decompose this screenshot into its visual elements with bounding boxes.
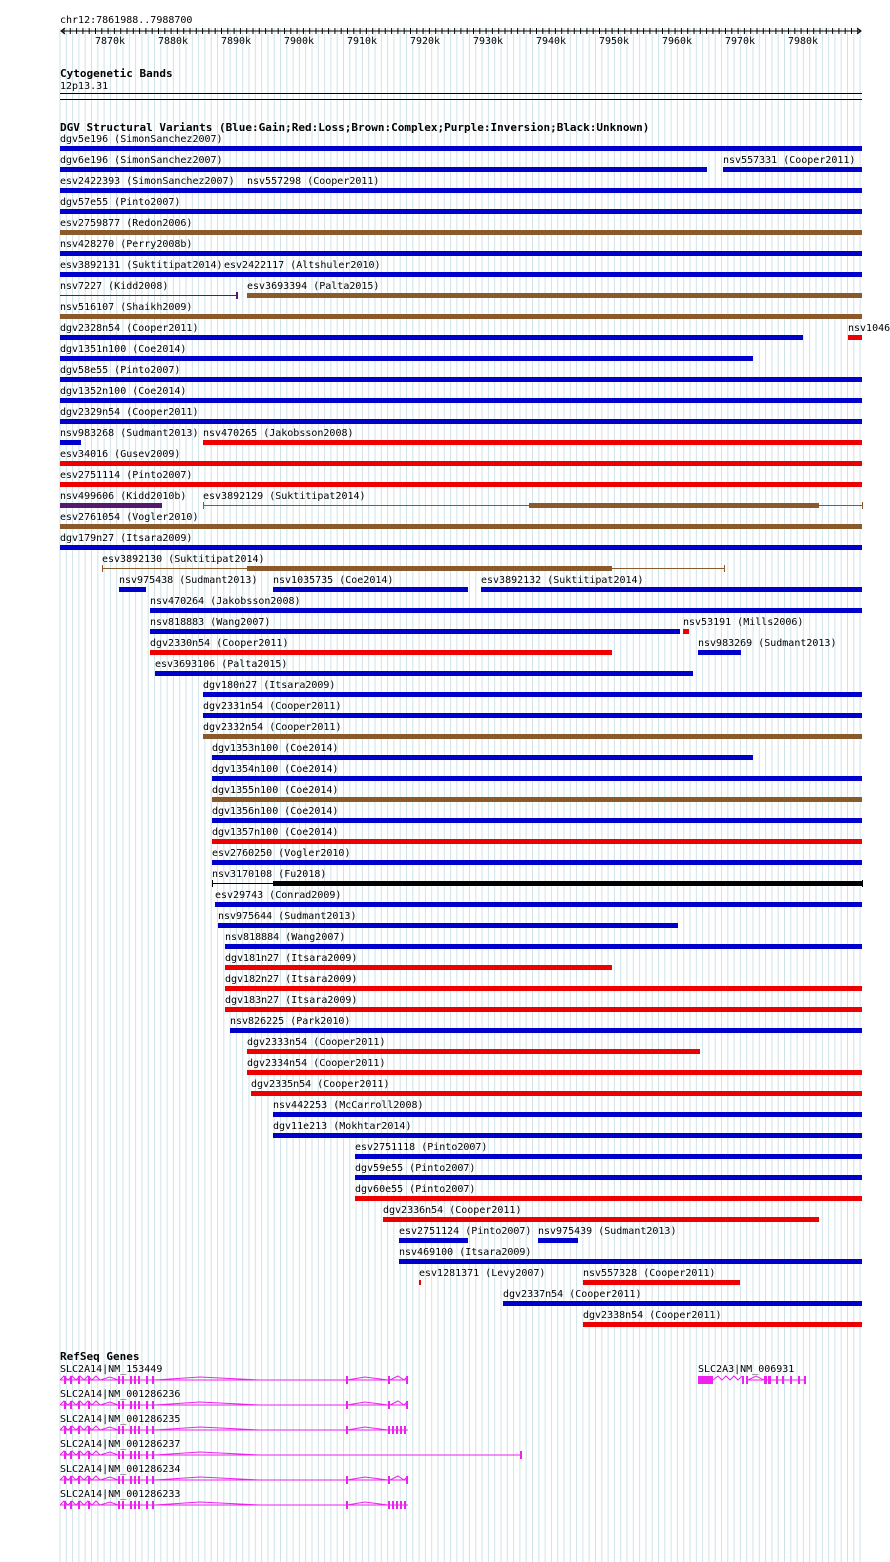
variant-bar[interactable] (225, 1007, 862, 1012)
variant-bar[interactable] (399, 1259, 862, 1264)
variant-label[interactable]: dgv2328n54 (Cooper2011) (60, 323, 199, 334)
gene-label[interactable]: SLC2A14|NM_001286233 (60, 1489, 181, 1500)
ruler-tick-label: 7890k (220, 36, 252, 47)
gene-label[interactable]: SLC2A14|NM_001286236 (60, 1389, 181, 1400)
variant-bar-end (236, 292, 238, 299)
variant-label[interactable]: nsv7227 (Kidd2008) (60, 281, 169, 292)
variant-label[interactable]: nsv557331 (Cooper2011) (723, 155, 856, 166)
variant-label[interactable]: dgv2338n54 (Cooper2011) (583, 1310, 722, 1321)
variant-bar[interactable] (419, 1280, 421, 1285)
variant-label[interactable]: dgv2337n54 (Cooper2011) (503, 1289, 642, 1300)
ruler-tick-label: 7920k (409, 36, 441, 47)
variant-bar[interactable] (150, 608, 862, 613)
variant-bar[interactable] (60, 377, 862, 382)
variant-bar[interactable] (355, 1196, 862, 1201)
variant-label[interactable]: dgv58e55 (Pinto2007) (60, 365, 181, 376)
variant-bar[interactable] (503, 1301, 862, 1306)
variant-range-tick (102, 565, 103, 572)
variant-bar[interactable] (683, 629, 689, 634)
variant-bar[interactable] (215, 902, 862, 907)
variant-bar[interactable] (247, 566, 612, 571)
variant-label[interactable]: dgv6e196 (SimonSanchez2007) (60, 155, 223, 166)
variant-label[interactable]: dgv181n27 (Itsara2009) (225, 953, 358, 964)
variant-label[interactable]: nsv442253 (McCarroll2008) (273, 1100, 424, 1111)
variant-bar[interactable] (538, 1238, 578, 1243)
variant-bar[interactable] (119, 587, 146, 592)
variant-label[interactable]: dgv2336n54 (Cooper2011) (383, 1205, 522, 1216)
variant-bar[interactable] (481, 587, 862, 592)
variant-label[interactable]: dgv2331n54 (Cooper2011) (203, 701, 342, 712)
gene-model[interactable] (698, 1373, 812, 1387)
variant-label[interactable]: dgv179n27 (Itsara2009) (60, 533, 193, 544)
variant-bar[interactable] (273, 1133, 862, 1138)
variant-bar[interactable] (247, 188, 862, 193)
variant-label[interactable]: dgv2334n54 (Cooper2011) (247, 1058, 386, 1069)
variant-label[interactable]: dgv1354n100 (Coe2014) (212, 764, 339, 775)
gene-label[interactable]: SLC2A3|NM_006931 (698, 1364, 795, 1375)
variant-bar[interactable] (212, 797, 862, 802)
variant-label[interactable]: nsv469100 (Itsara2009) (399, 1247, 532, 1258)
variant-bar[interactable] (273, 587, 468, 592)
variant-range-tick (724, 565, 725, 572)
variant-bar[interactable] (150, 650, 612, 655)
variant-label[interactable]: esv3892132 (Suktitipat2014) (481, 575, 644, 586)
variant-label[interactable]: nsv1035735 (Coe2014) (273, 575, 394, 586)
variant-bar[interactable] (60, 251, 862, 256)
ruler-tick-label: 7910k (346, 36, 378, 47)
variant-label[interactable]: dgv180n27 (Itsara2009) (203, 680, 336, 691)
variant-bar[interactable] (230, 1028, 862, 1033)
variant-bar[interactable] (60, 295, 236, 296)
variant-label[interactable]: dgv57e55 (Pinto2007) (60, 197, 181, 208)
variant-label[interactable]: esv2759877 (Redon2006) (60, 218, 193, 229)
variant-bar[interactable] (273, 1112, 862, 1117)
variant-label[interactable]: nsv975438 (Sudmant2013) (119, 575, 258, 586)
variant-bar[interactable] (529, 503, 819, 508)
ruler-tick-label: 7960k (661, 36, 693, 47)
gene-model[interactable] (60, 1448, 528, 1462)
variant-bar[interactable] (218, 923, 678, 928)
variant-label[interactable]: dgv183n27 (Itsara2009) (225, 995, 358, 1006)
variant-label[interactable]: nsv975439 (Sudmant2013) (538, 1226, 677, 1237)
variant-bar[interactable] (203, 713, 862, 718)
variant-label[interactable]: esv3693394 (Palta2015) (247, 281, 380, 292)
variant-label[interactable]: esv1281371 (Levy2007) (419, 1268, 546, 1279)
variant-label[interactable]: esv2751118 (Pinto2007) (355, 1142, 488, 1153)
variant-bar[interactable] (60, 314, 862, 319)
variant-bar[interactable] (60, 482, 862, 487)
variant-label[interactable]: dgv1357n100 (Coe2014) (212, 827, 339, 838)
variant-range-tick (203, 502, 204, 509)
variant-label[interactable]: dgv1356n100 (Coe2014) (212, 806, 339, 817)
variant-label[interactable]: nsv975644 (Sudmant2013) (218, 911, 357, 922)
variant-bar[interactable] (224, 272, 862, 277)
variant-label[interactable]: esv2422393 (SimonSanchez2007) (60, 176, 235, 187)
variant-bar[interactable] (212, 776, 862, 781)
variant-bar[interactable] (155, 671, 693, 676)
variant-bar[interactable] (60, 440, 81, 445)
variant-label[interactable]: dgv60e55 (Pinto2007) (355, 1184, 476, 1195)
variant-label[interactable]: esv2751114 (Pinto2007) (60, 470, 193, 481)
ruler-tick-label: 7970k (724, 36, 756, 47)
variant-bar[interactable] (355, 1175, 862, 1180)
variant-bar[interactable] (247, 293, 862, 298)
variant-bar[interactable] (150, 629, 680, 634)
variant-label[interactable]: nsv557328 (Cooper2011) (583, 1268, 716, 1279)
variant-bar[interactable] (225, 986, 862, 991)
variant-bar[interactable] (225, 944, 862, 949)
variant-label[interactable]: dgv2333n54 (Cooper2011) (247, 1037, 386, 1048)
variant-bar[interactable] (203, 692, 862, 697)
ruler-tick-label: 7950k (598, 36, 630, 47)
ruler-tick-label: 7940k (535, 36, 567, 47)
variant-range-tick (862, 502, 863, 509)
variant-bar[interactable] (60, 230, 862, 235)
variant-label[interactable]: nsv428270 (Perry2008b) (60, 239, 193, 250)
variant-label[interactable]: dgv5e196 (SimonSanchez2007) (60, 134, 223, 145)
variant-label[interactable]: nsv557298 (Cooper2011) (247, 176, 380, 187)
variant-bar[interactable] (583, 1280, 740, 1285)
gene-label[interactable]: SLC2A14|NM_153449 (60, 1364, 163, 1375)
variant-bar[interactable] (60, 335, 803, 340)
variant-label[interactable]: esv3892131 (Suktitipat2014) (60, 260, 223, 271)
variant-bar[interactable] (60, 524, 862, 529)
variant-label[interactable]: esv3892130 (Suktitipat2014) (102, 554, 265, 565)
gene-label[interactable]: SLC2A14|NM_001286235 (60, 1414, 181, 1425)
variant-bar[interactable] (399, 1238, 468, 1243)
variant-bar[interactable] (212, 755, 753, 760)
variant-label[interactable]: nsv1046 (848, 323, 890, 334)
variant-label[interactable]: nsv499606 (Kidd2010b) (60, 491, 187, 502)
region-label: chr12:7861988..7988700 (60, 15, 193, 26)
variant-label[interactable]: nsv818883 (Wang2007) (150, 617, 271, 628)
ruler-tick-label: 7900k (283, 36, 315, 47)
variant-label[interactable]: nsv53191 (Mills2006) (683, 617, 804, 628)
variant-label[interactable]: nsv3170108 (Fu2018) (212, 869, 327, 880)
variant-bar[interactable] (60, 356, 753, 361)
variant-bar[interactable] (383, 1217, 819, 1222)
gene-model[interactable] (60, 1423, 414, 1437)
variant-label[interactable]: dgv11e213 (Mokhtar2014) (273, 1121, 412, 1132)
variant-label[interactable]: dgv1355n100 (Coe2014) (212, 785, 339, 796)
variant-bar[interactable] (225, 965, 612, 970)
gene-model[interactable] (60, 1373, 414, 1387)
variant-bar[interactable] (60, 545, 862, 550)
variant-label[interactable]: esv29743 (Conrad2009) (215, 890, 342, 901)
variant-bar[interactable] (60, 398, 862, 403)
variant-label[interactable]: esv3892129 (Suktitipat2014) (203, 491, 366, 502)
variant-label[interactable]: nsv470265 (Jakobsson2008) (203, 428, 354, 439)
variant-bar[interactable] (355, 1154, 862, 1159)
gene-model[interactable] (60, 1473, 414, 1487)
variant-bar[interactable] (60, 209, 862, 214)
variant-bar[interactable] (60, 146, 862, 151)
variant-label[interactable]: dgv2330n54 (Cooper2011) (150, 638, 289, 649)
gene-label[interactable]: SLC2A14|NM_001286237 (60, 1439, 181, 1450)
variant-label[interactable]: nsv470264 (Jakobsson2008) (150, 596, 301, 607)
variant-label[interactable]: nsv983268 (Sudmant2013) (60, 428, 199, 439)
variant-label[interactable]: dgv1352n100 (Coe2014) (60, 386, 187, 397)
variant-label[interactable]: esv2751124 (Pinto2007) (399, 1226, 532, 1237)
variant-label[interactable]: dgv182n27 (Itsara2009) (225, 974, 358, 985)
variant-label[interactable]: nsv826225 (Park2010) (230, 1016, 351, 1027)
cytoband-bar-top (60, 93, 862, 94)
variant-bar[interactable] (583, 1322, 862, 1327)
cytoband-track-title: Cytogenetic Bands (60, 67, 173, 80)
variant-bar[interactable] (698, 650, 741, 655)
ruler-tick-label: 7980k (787, 36, 819, 47)
cytoband-name: 12p13.31 (60, 81, 109, 92)
variant-label[interactable]: esv2422117 (Altshuler2010) (224, 260, 381, 271)
variant-bar[interactable] (203, 440, 862, 445)
variant-label[interactable]: dgv1351n100 (Coe2014) (60, 344, 187, 355)
variant-bar[interactable] (60, 461, 862, 466)
variant-label[interactable]: esv2760250 (Vogler2010) (212, 848, 351, 859)
variant-bar[interactable] (60, 167, 707, 172)
ruler-tick-label: 7930k (472, 36, 504, 47)
variant-label[interactable]: dgv2335n54 (Cooper2011) (251, 1079, 390, 1090)
variant-bar[interactable] (212, 818, 862, 823)
refseq-track-title: RefSeq Genes (60, 1350, 140, 1363)
ruler-tick-label: 7870k (94, 36, 126, 47)
variant-bar[interactable] (212, 860, 862, 865)
variant-label[interactable]: dgv2329n54 (Cooper2011) (60, 407, 199, 418)
variant-bar[interactable] (723, 167, 862, 172)
variant-label[interactable]: dgv59e55 (Pinto2007) (355, 1163, 476, 1174)
variant-bar[interactable] (60, 419, 862, 424)
variant-bar[interactable] (247, 1049, 700, 1054)
variant-label[interactable]: nsv516107 (Shaikh2009) (60, 302, 193, 313)
variant-label[interactable]: nsv818884 (Wang2007) (225, 932, 346, 943)
coordinate-ruler[interactable] (0, 0, 890, 60)
variant-bar[interactable] (251, 1091, 862, 1096)
ruler-tick-label: 7880k (157, 36, 189, 47)
dgv-track-title: DGV Structural Variants (Blue:Gain;Red:Loss;Brown:Complex;Purple:Inversion;Black:Unknown) (60, 121, 650, 134)
cytoband-bar-bottom (60, 99, 862, 100)
variant-bar[interactable] (273, 881, 862, 886)
variant-label[interactable]: nsv983269 (Sudmant2013) (698, 638, 837, 649)
variant-bar[interactable] (848, 335, 862, 340)
variant-bar[interactable] (203, 734, 862, 739)
gene-label[interactable]: SLC2A14|NM_001286234 (60, 1464, 181, 1475)
gene-model[interactable] (60, 1398, 414, 1412)
variant-bar[interactable] (247, 1070, 862, 1075)
gene-model[interactable] (60, 1498, 414, 1512)
variant-bar[interactable] (60, 503, 162, 508)
variant-range-tick (862, 880, 863, 887)
variant-label[interactable]: esv34016 (Gusev2009) (60, 449, 181, 460)
variant-label[interactable]: dgv1353n100 (Coe2014) (212, 743, 339, 754)
variant-label[interactable]: esv2761054 (Vogler2010) (60, 512, 199, 523)
variant-label[interactable]: esv3693106 (Palta2015) (155, 659, 288, 670)
variant-label[interactable]: dgv2332n54 (Cooper2011) (203, 722, 342, 733)
variant-bar[interactable] (212, 839, 862, 844)
variant-range-tick (212, 880, 213, 887)
